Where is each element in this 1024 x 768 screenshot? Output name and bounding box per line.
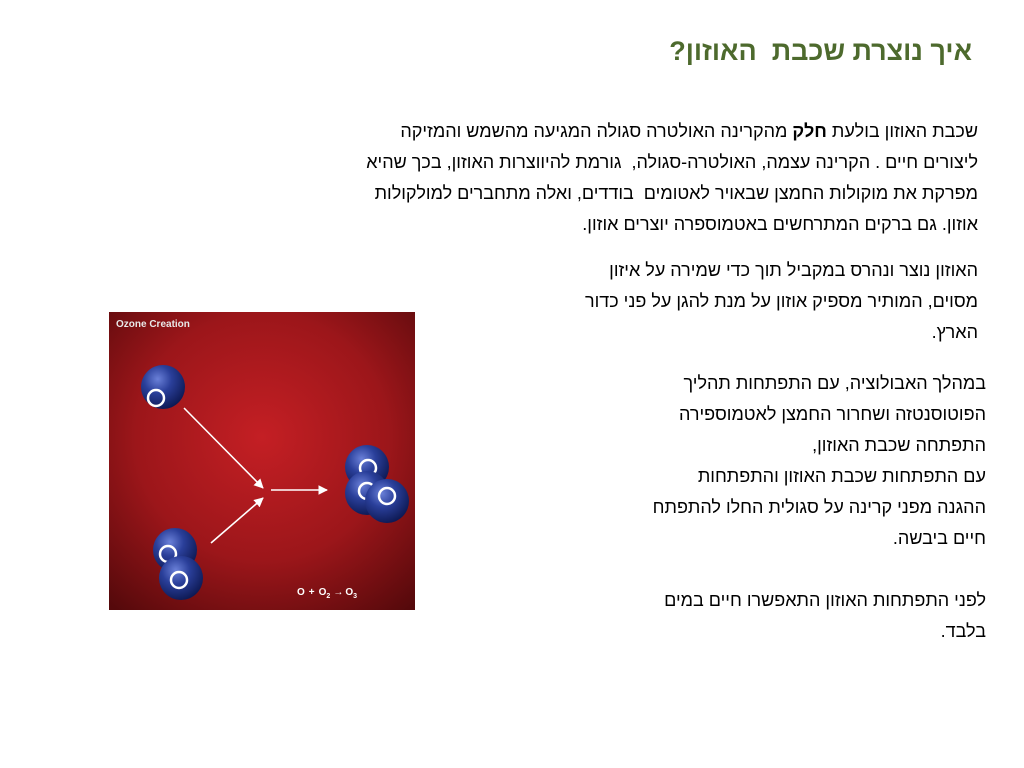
paragraph-ozone-absorption	[138, 116, 978, 240]
figure-heading: Ozone Creation	[116, 319, 190, 330]
paragraph-line: עם התפתחות שכבת האוזון והתפתחות	[697, 466, 986, 486]
paragraph-spacer	[516, 554, 986, 585]
paragraph-line: הפוטוסנטזה ושחרור החמצן לאטמוספירה	[679, 404, 986, 424]
oxygen-molecule-icon	[141, 365, 185, 409]
slide-title: איך נוצרת שכבת האוזון?	[669, 36, 972, 66]
paragraph-line: בלבד.	[940, 621, 986, 641]
paragraph-line: מפרקת את מוקולות החמצן שבאויר לאטומים בודדים, ואלה מתחברים למולקולות	[374, 183, 978, 203]
paragraph-line: התפתחה שכבת האוזון,	[812, 435, 986, 455]
paragraph-line: הארץ.	[931, 322, 978, 342]
ozone-creation-figure	[109, 312, 415, 610]
reaction-equation: $O + O_2 \to O_3$	[297, 587, 357, 600]
paragraph-line: ליצורים חיים . הקרינה עצמה, האולטרה-סגולה, גורמת להיווצרות האוזון, בכך שהיא	[366, 152, 978, 172]
paragraph-line: מסוים, המותיר מספיק אוזון על מנת להגן על פני כדור	[584, 291, 978, 311]
paragraph-line: שכבת האוזון בולעת חלק מהקרינה האולטרה סגולה המגיעה מהשמש והמזיקה	[400, 121, 978, 141]
paragraph-evolution	[516, 368, 986, 647]
paragraph-line: האוזון נוצר ונהרס במקביל תוך כדי שמירה על איזון	[609, 260, 978, 280]
bold-word: חלק	[792, 121, 827, 141]
paragraph-line: אוזון. גם ברקים המתרחשים באטמוספרה יוצרים אוזון.	[582, 214, 978, 234]
paragraph-line: ההגנה מפני קרינה על סגולית החלו להתפתח	[652, 497, 986, 517]
paragraph-line: במהלך האבולוציה, עם התפתחות תהליך	[683, 373, 986, 393]
paragraph-line: חיים ביבשה.	[892, 528, 986, 548]
paragraph-ozone-balance	[418, 255, 978, 348]
paragraph-line: לפני התפתחות האוזון התאפשרו חיים במים	[664, 590, 986, 610]
